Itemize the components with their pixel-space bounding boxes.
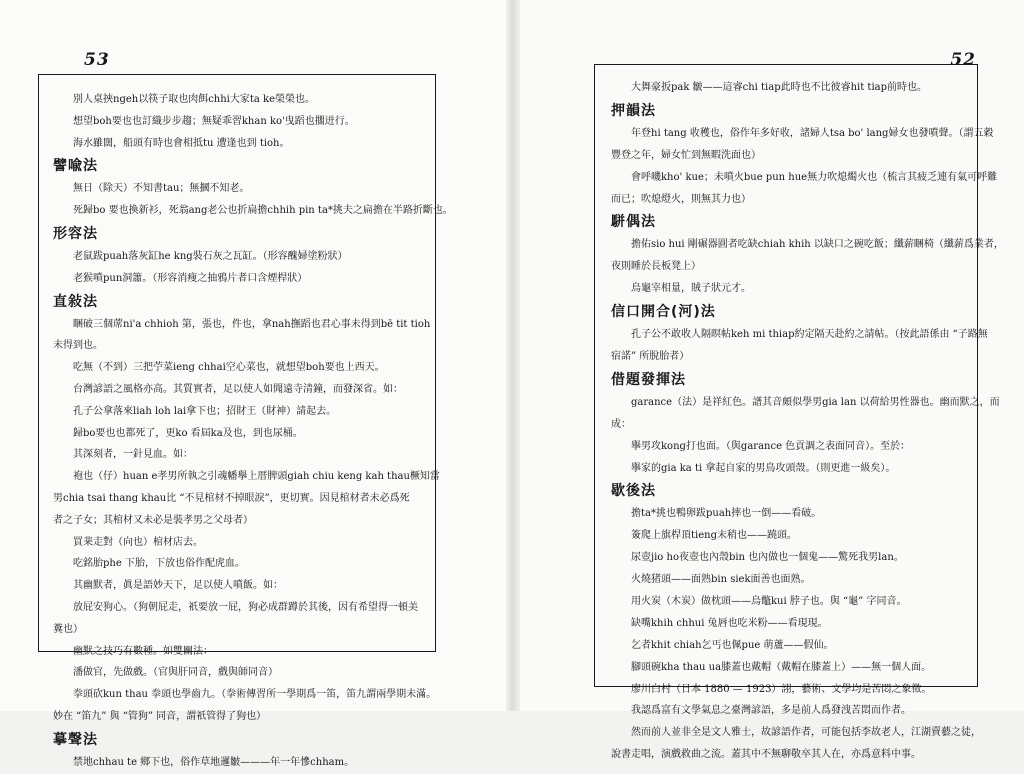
text-line: 會呼嘰kho' kue；未噴火bue pun hue無力吹熄燭火也（梳言其疲乏連有氣可呼難	[631, 171, 998, 183]
text-line: 其幽默者，眞是語妙天下，足以使人噴飯。如：	[73, 580, 283, 592]
text-line: garance（法）是祥紅色。譜其音頗似學男gia lan 以荷給男性器也。幽而默之，而	[631, 396, 1000, 408]
text-line: 吃無（不到）三把苧菜ieng chhai空心菜也，就想望boh要也上西天。	[73, 362, 385, 374]
text-line: 擧家的gia ka ti 拿起自家的男鳥攻頭殼。（則更進一級矣）。	[631, 462, 896, 474]
page-body	[611, 77, 1004, 766]
text-line: 然而前人並非全是文人雅士，故諺語作者，可能包括李故老人，江湖賣藝之徒，	[631, 727, 981, 739]
text-line: 拳頭砍kun thau 拳頭也學齒九。（拳術傳習所一學期爲一笛，笛九謂兩學期未滿。	[73, 689, 437, 701]
text-line: 海水雖闊，船頭有時也會相抵tu 遭逢也到 tioh。	[73, 137, 290, 149]
text-line: 火燒猪頭——面熟bin siek面善也面熟。	[631, 574, 811, 586]
text-line: 妙在 “笛九” 與 “管狗” 同音，謂祇管得了狗也）	[53, 710, 267, 722]
right-page	[512, 0, 1024, 761]
section-heading: 駢偶法	[611, 214, 656, 231]
section-heading: 信口開合(河)法	[611, 304, 716, 321]
text-line: 擔佑sio hui 剛碾器圓者吃缺chiah khih 以缺口之碗吃飯；纖薪睏椅（纖薪爲業者，	[631, 239, 1004, 251]
text-line: 無日（除天）不知書tau；無摑不知老。	[73, 183, 250, 195]
section-heading: 借題發揮法	[611, 371, 686, 388]
text-line: 我認爲富有文學氣息之臺灣諺語，多是前人爲發洩苦悶而作者。	[631, 705, 911, 717]
text-line: 缺嘴khih chhui 兔唇也吃米粉——看現現。	[631, 617, 828, 629]
text-line: 年登hi tang 收穫也，俗作年多好收，諸婦人tsa bo' lang婦女也發噴聲。（謂五穀	[631, 127, 994, 139]
left-page	[0, 0, 512, 768]
text-line: 廖川白村（日本 1880 — 1923）詡，藝術、文學均是苦悶之象徵。	[631, 683, 932, 695]
text-line: 未得到也。	[53, 340, 103, 352]
text-line: 吃銘胎phe 下胎，下放也俗作配虎血。	[73, 558, 245, 570]
text-line: 用火炭（木炭）做枕頭——烏鼈kui 脖子也。與 “龜” 字同音。	[631, 596, 907, 608]
text-line: 腳頭碗kha thau ua膝蓋也戴帽（戴帽在膝蓋上）——無一個人面。	[631, 661, 932, 673]
text-line: 者之子女；其棺材又未必是裝孝男之父母者）	[53, 514, 253, 526]
text-frame	[38, 74, 453, 768]
text-line: 袍也（仔）huan e孝男所執之引魂幡擧上厝脾頭giah chiu keng kah thau橛知當	[73, 471, 440, 483]
page-number: 52	[950, 50, 976, 70]
text-line: 孔子公拿落來liah loh lai拿下也；招財王（財神）請起去。	[73, 405, 337, 417]
text-line: 死歸bo 要也換新衫，死翁ang老公也折扁擔chhih pin ta*挑夫之扁擔在半路折斷也。	[73, 205, 453, 217]
text-line: 豐登之年，婦女忙到無暇洗面也）	[611, 149, 761, 161]
text-line: 而已；吹熄燈火，則無其力也）	[611, 193, 751, 205]
text-line: 老猴噴pun洞簫。（形容消瘦之抽鴉片者口含煙桿狀）	[73, 272, 308, 284]
page-body	[53, 89, 453, 774]
text-line: 尿壺jio ho夜壺也內殼bin 也內做也一個鬼——驚死我男lan。	[631, 552, 904, 564]
section-heading: 歇後法	[611, 483, 656, 500]
section-heading: 押韻法	[611, 102, 656, 119]
text-line: 夜則睡於長板凳上）	[611, 261, 701, 273]
text-line: 孔子公不敢收人隔暝帖keh mi thiap約定隔天赴約之請帖。（按此語係由 “子路無	[631, 329, 988, 341]
section-heading: 譬喩法	[53, 158, 98, 175]
text-line: 說書走唱，演戲救曲之流。蓋其中不無聊敬卒其人在，亦爲意料中事。	[611, 749, 921, 761]
text-line: 男chia tsai thang khau比 “不見棺材不掉眼淚”，更切實。因見棺材者未必爲死	[53, 492, 410, 504]
book-gutter	[506, 0, 520, 711]
text-frame	[594, 64, 1004, 761]
text-line: 擔ta*挑也鴨卵跋puah摔也一倒——看破。	[631, 508, 822, 520]
text-line: 別人桌挾ngeh以筷子取也肉餌chhi大家ta ke榮榮也。	[73, 94, 316, 105]
text-line: 大舞豪扳pak 皺——這睿chi tiap此時也不比彼睿hit tiap前時也。	[631, 82, 928, 93]
text-line: 睏破三個蓆ni'a chhioh 第，張也，件也，拿nah撫蹈也君心事未得到bē tit tioh	[73, 318, 431, 330]
text-line: 其深刻者，一針見血。如：	[73, 449, 193, 461]
text-line: 禁地chhau te 鄉下也，俗作草地邏皺———年一年慘chham。	[73, 756, 355, 768]
page-number: 53	[84, 50, 110, 70]
text-line: 成：	[611, 418, 631, 430]
section-heading: 形容法	[53, 225, 98, 242]
text-line: 烏龜宰相量，賊子狀元才。	[631, 283, 751, 295]
text-line: 想望boh要也也訂織步步趨；無疑乖習khan ko'曳蹈也擱迸行。	[73, 115, 355, 127]
section-heading: 直敍法	[53, 293, 98, 310]
text-line: 台灣諺語之風格亦高。其質實者，足以使人如聞遠寺清鐘，而發深省。如：	[73, 383, 403, 395]
text-line: 老鼠跋puah落灰缸he kng裝石灰之瓦缸。（形容醜婦塗粉狀）	[73, 250, 348, 262]
text-line: 宿諾” 所脫胎者）	[611, 351, 690, 363]
text-line: 乞者khit chiah乞丐也佩pue 萌蘆——假仙。	[631, 639, 834, 651]
text-line: 簽爬上旗桿頂tieng末稍也——蹺頭。	[631, 530, 797, 542]
text-line: 幽默之技巧有數種。如雙關法：	[73, 645, 213, 657]
section-heading: 摹聲法	[53, 731, 98, 748]
text-line: 糞也）	[53, 623, 83, 635]
text-line: 擧男攻kong打也面。（與garance 色貢調之表面同音）。至於：	[631, 440, 911, 452]
text-line: 歸bo要也也都死了，更ko 看屆ka及也，到也尿桶。	[73, 427, 303, 439]
text-line: 潘做官，先做戲。（官與肝同音，戲與師同音）	[73, 667, 278, 679]
text-line: 放屁安狗心。（狗朝屁走，祇要放一屁，狗必成群蹲於其後，因有希望得一頓美	[73, 601, 418, 613]
text-line: 買棐走對（向也）棺材店去。	[73, 536, 203, 548]
